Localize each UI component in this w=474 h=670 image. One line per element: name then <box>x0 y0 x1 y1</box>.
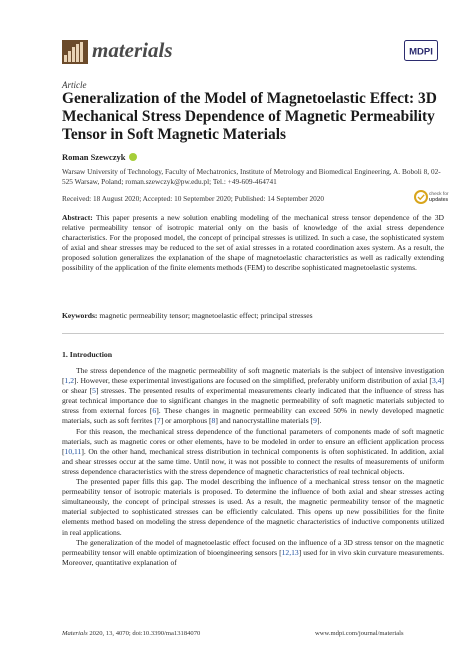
citation-link[interactable]: 8 <box>211 416 216 426</box>
introduction-body <box>62 366 444 568</box>
affiliation: Warsaw University of Technology, Faculty of Mechatronics, Institute of Metrology and Biomedical Engineering, A. Boboli 8, 02-525 Warsaw, Poland; roman.szewczyk@pw.edu.pl; Tel.: +49-609-464741 <box>62 167 441 186</box>
citation-link[interactable]: 10,11 <box>64 446 82 456</box>
check-updates-line2: updates <box>429 197 449 203</box>
journal-name: materials <box>92 38 173 62</box>
footer-citation: Materials 2020, 13, 4070; doi:10.3390/ma13184070 <box>62 630 201 637</box>
materials-logo-icon <box>62 40 88 64</box>
abstract <box>62 213 444 274</box>
check-updates-icon <box>415 191 427 203</box>
keywords <box>62 311 444 321</box>
keywords-label: Keywords: <box>62 311 98 320</box>
publisher-name: MDPI <box>409 46 433 58</box>
citation-link[interactable]: 1,2 <box>64 376 75 386</box>
citation-link[interactable]: 5 <box>92 386 96 396</box>
author-name[interactable]: Roman Szewczyk <box>62 152 126 162</box>
citation-link[interactable]: 3,4 <box>431 376 442 386</box>
keywords-text: magnetic permeability tensor; magnetoelastic effect; principal stresses <box>99 311 313 320</box>
author-line <box>62 152 137 162</box>
section-heading: 1. Introduction <box>62 350 113 359</box>
orcid-icon[interactable] <box>129 153 137 161</box>
citation-link[interactable]: 7 <box>156 416 161 426</box>
citation-link[interactable]: 9 <box>313 416 317 426</box>
abstract-label: Abstract: <box>62 213 93 222</box>
check-for-updates-badge[interactable] <box>316 186 449 208</box>
paragraph-2: For this reason, the mechanical stress dependence of the functional parameters of components made of soft magnetic materials, such as magnetic cores or other elements, have to be modeled in order to ensure an efficient application process [10,11]. On the other hand, mechanical stress distribution in technical components is often sophisticated. In addition, axial and shear stresses occur at the same time. Until now, it was not possible to connect the results of measurements of uniform stress dependence characteristics with the stress dependence of magnetic characteristics of real technical objects. <box>62 426 444 476</box>
paper-title: Generalization of the Model of Magnetoelastic Effect: 3D Mechanical Stress Dependence of Magnetic Permeability Tensor in Soft Magnetic Materials <box>62 90 437 144</box>
paragraph-3: The presented paper fills this gap. The model describing the influence of a mechanical stress tensor on the magnetic permeability tensor of isotropic materials is proposed. To determine the influence of both axial and shear stresses acting simultaneously, the concept of principal stresses is used. As a result, the magnetic permeability tensor of the magnetic material subjected to sophisticated stresses can be efficiently calculated. This opens up new possibilities for the finite elements method based on modeling the stress dependence of the magnetic characteristics of inductive components utilized in real applications. <box>62 477 444 537</box>
citation-link[interactable]: 12,13 <box>281 547 299 557</box>
citation-link[interactable]: 6 <box>152 406 157 416</box>
mdpi-logo-icon[interactable] <box>404 40 438 61</box>
section-divider <box>62 333 444 334</box>
publication-dates: Received: 18 August 2020; Accepted: 10 September 2020; Published: 14 September 2020 <box>62 194 325 203</box>
abstract-text: This paper presents a new solution enabling modeling of the mechanical stress tensor dependence of the 3D relative permeability tensor of isotropic material only on the basis of knowledge of the axial stress dependence characteristics. For the proposed model, the concept of principal stresses is utilized. In such a case, the sophisticated system of axial and shear stresses may be reduced to the set of axial stresses in a rotated coordination axes system. As a result, the proposed solution generalizes the explanation of the shape of magnetoelastic characteristics as well as radically extending possibility of the application of the finite elements methods (FEM) to describe sophisticated magnetoelastic systems. <box>62 213 445 273</box>
paragraph-1: The stress dependence of the magnetic permeability of soft magnetic materials is the subject of intensive investigation [1,2]. However, these experimental investigations are focused on the simplified, preferably uniform distribution of axial [3,4] or shear [5] stresses. The presented results of experimental measurements clearly indicated that the influence of stress has great technical importance due to significant changes in the magnetic permeability of soft magnetic materials subjected to stress from external forces [6]. These changes in magnetic permeability can exceed 50% in newly developed magnetic materials, such as soft ferrites [7] or amorphous [8] and nanocrystalline materials [9]. <box>62 366 444 426</box>
paragraph-4: The generalization of the model of magnetoelastic effect focused on the influence of a 3D stress tensor on the magnetic permeability tensor will enable optimization of bioengineering sensors [12,13] used for in vivo skin curvature measurements. Moreover, quantitative explanation of <box>62 537 444 567</box>
footer-url[interactable]: www.mdpi.com/journal/materials <box>315 630 404 637</box>
article-type: Article <box>62 80 87 90</box>
check-updates-line1: check for <box>429 192 449 197</box>
